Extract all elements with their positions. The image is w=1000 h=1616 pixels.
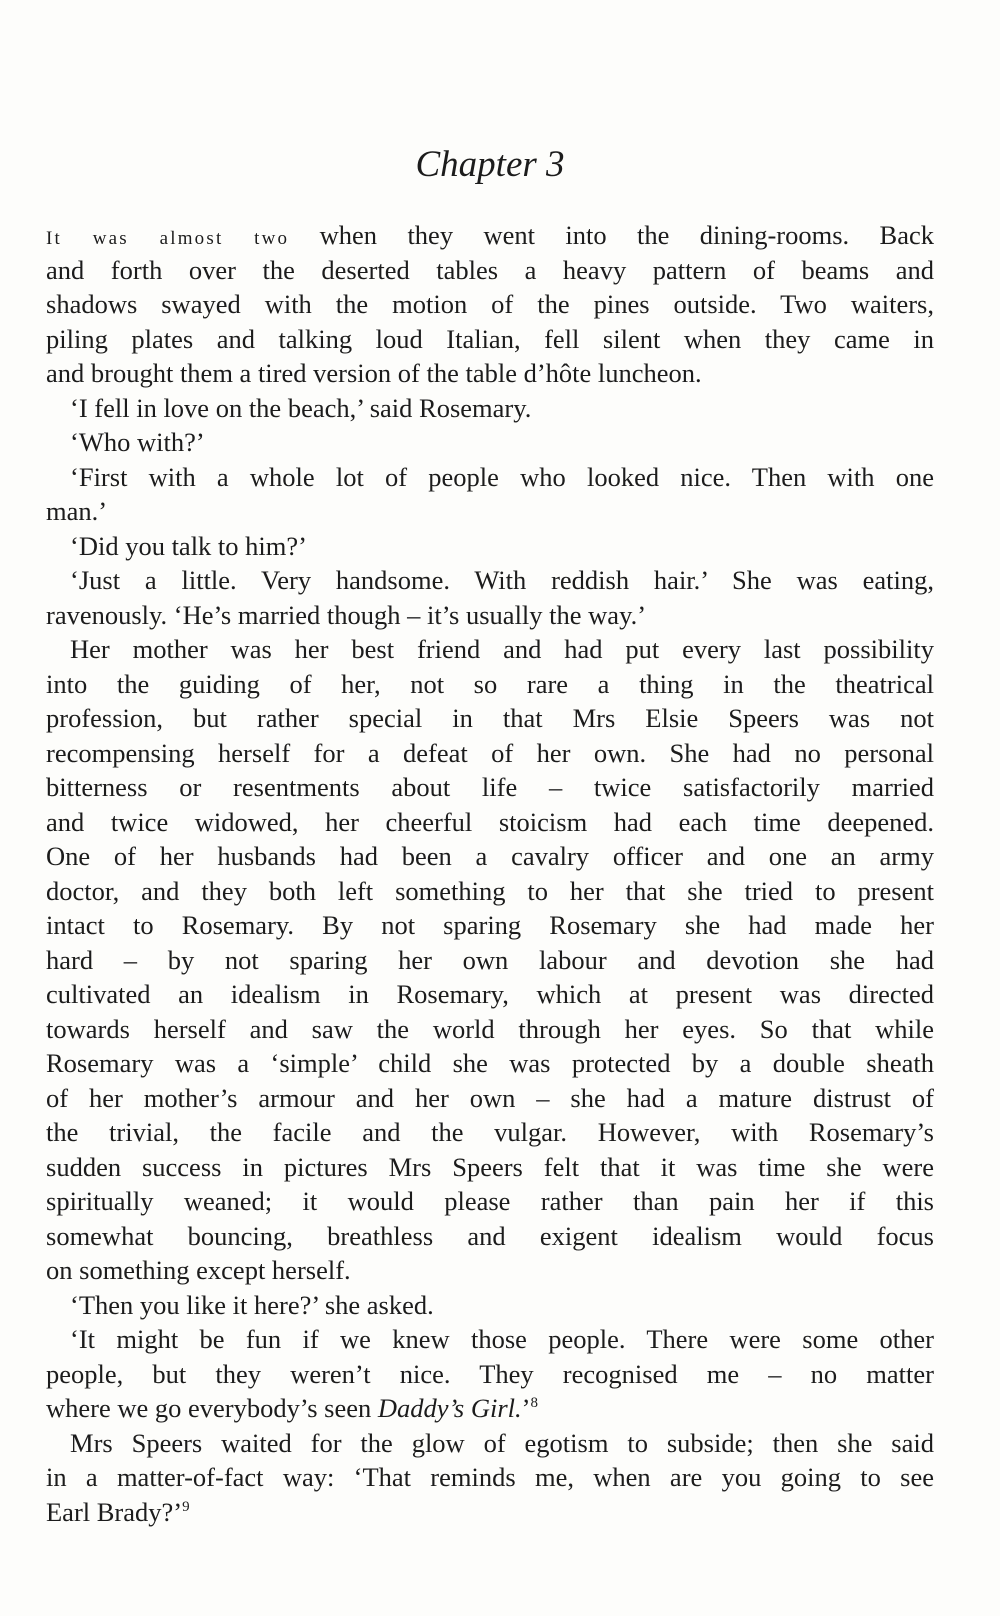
text-line: shadows swayed with the motion of the pines outside. Two waiters,: [46, 289, 934, 319]
footnote-marker[interactable]: 9: [182, 1498, 190, 1515]
text-line: sudden success in pictures Mrs Speers felt that it was time she were: [46, 1151, 934, 1182]
text-line: spiritually weaned; it would please rather than pain her if this: [46, 1186, 934, 1216]
text-line: and forth over the deserted tables a heavy pattern of beams and: [46, 254, 934, 285]
line-text: when they went into the dining-rooms. Back: [319, 220, 935, 250]
text-line: Mrs Speers waited for the glow of egotism to subside; then she said: [70, 1427, 934, 1458]
text-line: ravenously. ‘He’s married though – it’s usually the way.’: [46, 599, 647, 630]
text-line: ‘I fell in love on the beach,’ said Rosemary.: [70, 392, 532, 423]
text-line: intact to Rosemary. By not sparing Rosemary she had made her: [46, 910, 934, 940]
text-line: [46, 1391, 934, 1426]
text-line: the trivial, the facile and the vulgar. However, with Rosemary’s: [46, 1117, 934, 1147]
book-page: [46, 0, 934, 1616]
text-line: towards herself and saw the world through her eyes. So that while: [46, 1013, 934, 1044]
text-line: piling plates and talking loud Italian, fell silent when they came in: [46, 323, 934, 354]
text-line: ‘Just a little. Very handsome. With reddish hair.’ She was eating,: [70, 565, 934, 595]
text-line: people, but they weren’t nice. They recognised me – no matter: [46, 1358, 934, 1389]
text-line: of her mother’s armour and her own – she had a mature distrust of: [46, 1082, 934, 1113]
text-line: man.’: [46, 496, 108, 526]
text-line: and brought them a tired version of the table d’hôte luncheon.: [46, 358, 702, 388]
closing-quote: ’: [521, 1393, 531, 1423]
text-line: [46, 1495, 934, 1530]
text-line: ‘First with a whole lot of people who looked nice. Then with one: [70, 461, 934, 492]
text-line: bitterness or resentments about life – twice satisfactorily married: [46, 772, 934, 802]
text-line: recompensing herself for a defeat of her own. She had no personal: [46, 737, 934, 768]
text-line: Rosemary was a ‘simple’ child she was protected by a double sheath: [46, 1048, 934, 1078]
line-text: where we go everybody’s seen: [46, 1393, 372, 1423]
text-line: Her mother was her best friend and had put every last possibility: [70, 634, 934, 664]
text-line: profession, but rather special in that Mrs Elsie Speers was not: [46, 703, 934, 733]
text-line: ‘Did you talk to him?’: [70, 530, 307, 561]
text-line: somewhat bouncing, breathless and exigent idealism would focus: [46, 1220, 934, 1251]
line-text: Earl Brady?’: [46, 1496, 183, 1527]
film-title: Daddy’s Girl.: [377, 1393, 522, 1423]
text-line: on something except herself.: [46, 1255, 351, 1285]
text-line: doctor, and they both left something to her that she tried to present: [46, 875, 934, 906]
text-line: ‘Then you like it here?’ she asked.: [70, 1289, 434, 1320]
small-caps-lead: It was almost two: [46, 228, 290, 249]
chapter-body: [46, 218, 934, 1529]
text-line: and twice widowed, her cheerful stoicism had each time deepened.: [46, 806, 934, 837]
text-line: into the guiding of her, not so rare a thing in the theatrical: [46, 668, 934, 699]
text-line: in a matter-of-fact way: ‘That reminds me, when are you going to see: [46, 1462, 934, 1492]
text-line: hard – by not sparing her own labour and devotion she had: [46, 944, 934, 975]
footnote-marker[interactable]: 8: [530, 1395, 538, 1412]
text-line: [46, 218, 934, 253]
text-line: cultivated an idealism in Rosemary, which at present was directed: [46, 979, 934, 1009]
chapter-title: Chapter 3: [415, 144, 565, 185]
text-line: One of her husbands had been a cavalry officer and one an army: [46, 841, 934, 871]
text-line: ‘Who with?’: [70, 427, 205, 457]
text-line: ‘It might be fun if we knew those people. There were some other: [70, 1324, 934, 1354]
